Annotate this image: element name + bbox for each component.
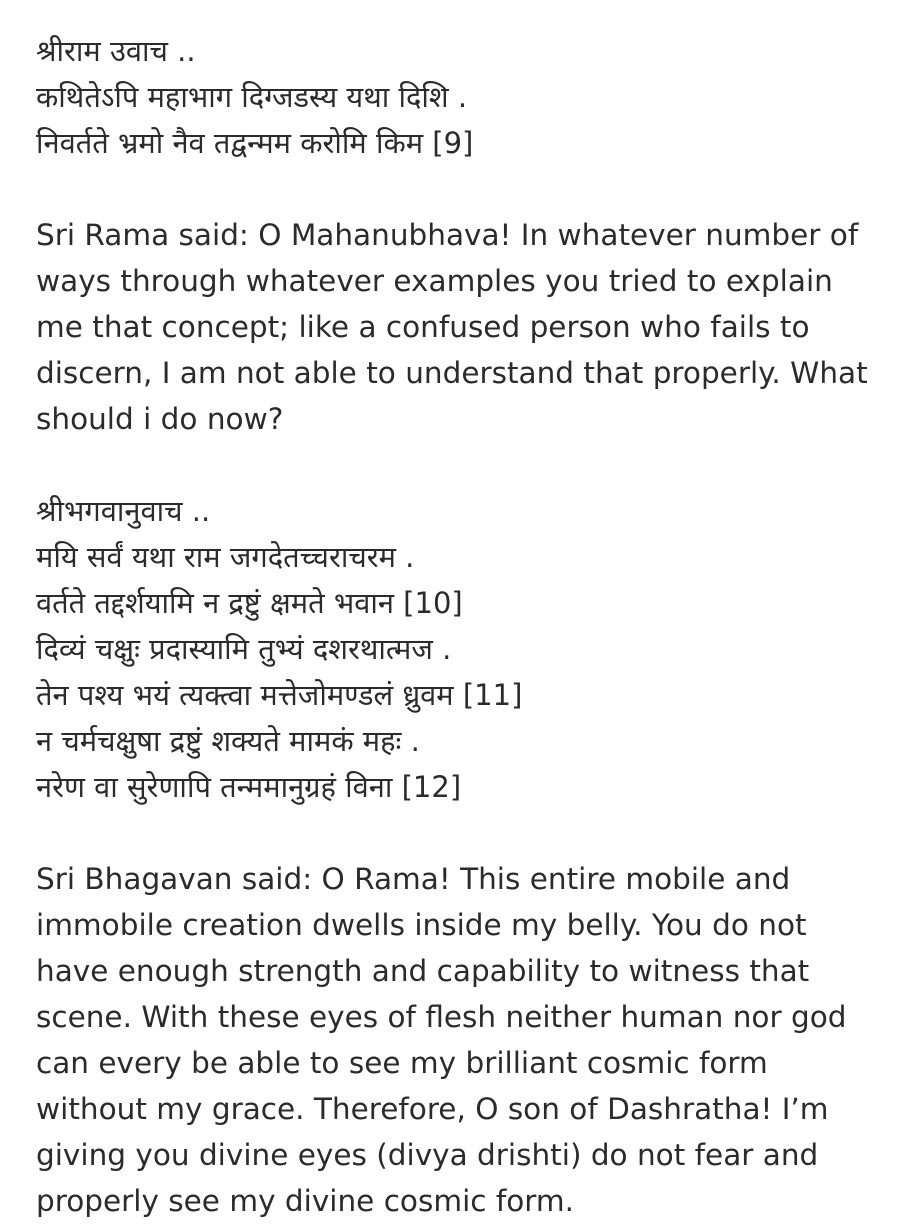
verse-line: वर्तते तद्दर्शयामि न द्रष्टुं क्षमते भवान [10] (36, 586, 463, 620)
verse-line: निवर्तते भ्रमो नैव तद्वन्मम करोमि किम [9] (36, 126, 474, 160)
paragraph-gap (36, 166, 876, 212)
paragraph-gap (36, 442, 876, 488)
verse-line: तेन पश्य भयं त्यक्त्वा मत्तेजोमण्डलं ध्रुवम [11] (36, 678, 523, 712)
verse-line: कथितेऽपि महाभाग दिग्जडस्य यथा दिशि . (36, 80, 468, 114)
translation-paragraph-2: Sri Bhagavan said: O Rama! This entire mobile and immobile creation dwells inside my belly. You do not have enough strength and capability to witness that scene. With these eyes of flesh neither human nor god can every be able to see my brilliant cosmic form without my grace. Therefore, O son of Dashratha! I’m giving you divine eyes (divya drishti) do not fear and properly see my divine cosmic form. (36, 862, 847, 1218)
document-page (36, 28, 876, 1224)
verse-line: दिव्यं चक्षुः प्रदास्यामि तुभ्यं दशरथात्मज . (36, 632, 452, 666)
verse-block-1 (36, 28, 876, 166)
verse-speaker-heading: श्रीभगवानुवाच .. (36, 494, 211, 528)
paragraph-gap (36, 810, 876, 856)
translation-paragraph-1: Sri Rama said: O Mahanubhava! In whatever number of ways through whatever examples you tried to explain me that concept; like a confused person who fails to discern, I am not able to understand that properly. What should i do now? (36, 218, 868, 436)
verse-line: मयि सर्वं यथा राम जगदेतच्चराचरम . (36, 540, 415, 574)
verse-line: नरेण वा सुरेणापि तन्ममानुग्रहं विना [12] (36, 770, 462, 804)
verse-block-2 (36, 488, 876, 810)
verse-line: न चर्मचक्षुषा द्रष्टुं शक्यते मामकं महः . (36, 724, 420, 758)
verse-speaker-heading: श्रीराम उवाच .. (36, 34, 196, 68)
